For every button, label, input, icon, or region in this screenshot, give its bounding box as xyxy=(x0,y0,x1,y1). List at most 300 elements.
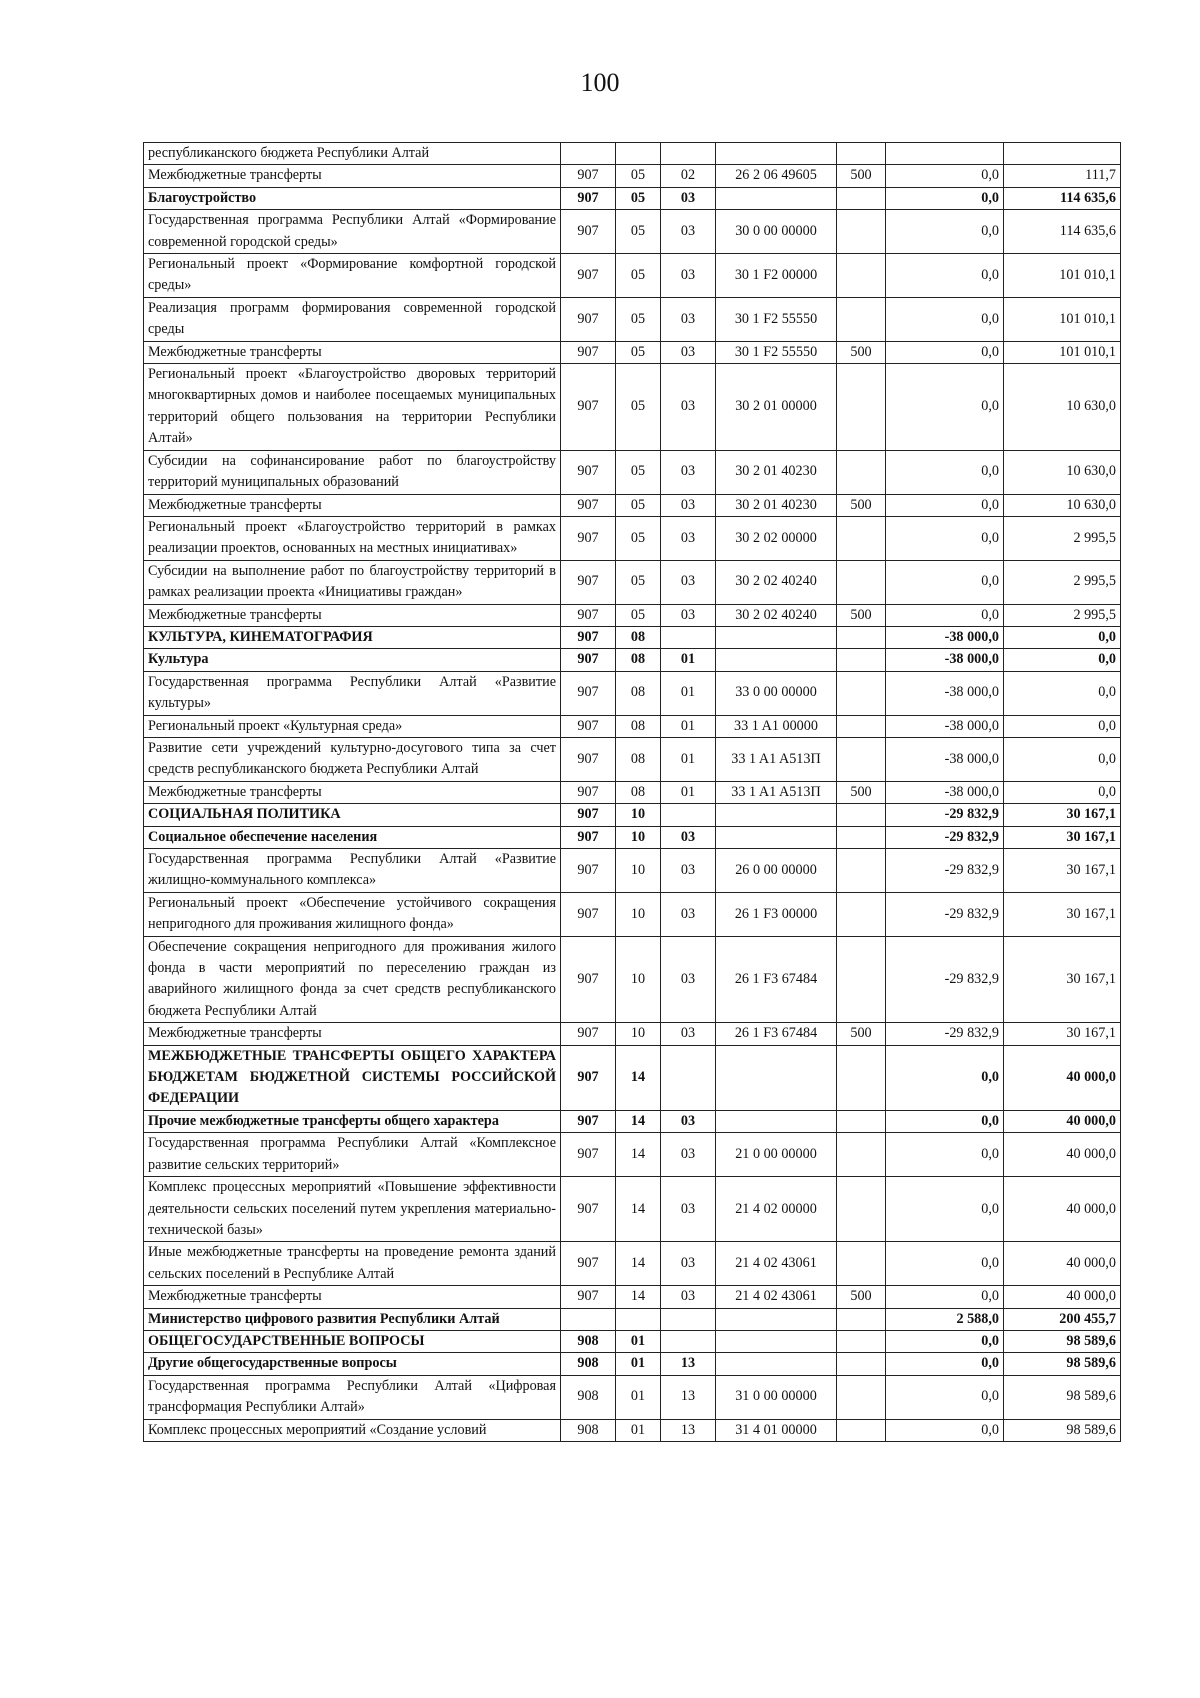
ministry-code: 907 xyxy=(561,649,616,671)
target-article xyxy=(716,1045,837,1110)
expense-type xyxy=(837,1133,886,1177)
row-name: Региональный проект «Благоустройство территорий в рамках реализации проектов, основанных на местных инициативах» xyxy=(144,516,561,560)
row-name: Субсидии на выполнение работ по благоустройству территорий в рамках реализации проекта «Инициативы граждан» xyxy=(144,560,561,604)
section-code: 14 xyxy=(616,1045,661,1110)
table-row xyxy=(144,1353,1121,1375)
target-article: 26 2 06 49605 xyxy=(716,165,837,187)
row-name: Культура xyxy=(144,649,561,671)
row-name: Региональный проект «Культурная среда» xyxy=(144,715,561,737)
table-row xyxy=(144,892,1121,936)
section-code: 14 xyxy=(616,1242,661,1286)
subsection-code: 03 xyxy=(661,1177,716,1242)
total-amount: 98 589,6 xyxy=(1004,1419,1121,1441)
total-amount: 40 000,0 xyxy=(1004,1045,1121,1110)
change-amount: -29 832,9 xyxy=(886,849,1004,893)
section-code xyxy=(616,143,661,165)
target-article: 26 1 F3 00000 xyxy=(716,892,837,936)
page-number: 100 xyxy=(580,68,620,97)
change-amount: 0,0 xyxy=(886,1419,1004,1441)
section-code: 05 xyxy=(616,450,661,494)
ministry-code: 907 xyxy=(561,1023,616,1045)
total-amount: 101 010,1 xyxy=(1004,297,1121,341)
row-name: Государственная программа Республики Алтай «Развитие жилищно-коммунального комплекса» xyxy=(144,849,561,893)
row-name: Социальное обеспечение населения xyxy=(144,826,561,848)
subsection-code xyxy=(661,804,716,826)
change-amount: 0,0 xyxy=(886,604,1004,626)
ministry-code: 908 xyxy=(561,1353,616,1375)
row-name: Государственная программа Республики Алтай «Цифровая трансформация Республики Алтай» xyxy=(144,1375,561,1419)
subsection-code: 03 xyxy=(661,516,716,560)
ministry-code xyxy=(561,143,616,165)
expense-type xyxy=(837,297,886,341)
section-code: 05 xyxy=(616,254,661,298)
target-article: 26 1 F3 67484 xyxy=(716,1023,837,1045)
total-amount: 10 630,0 xyxy=(1004,494,1121,516)
subsection-code: 03 xyxy=(661,210,716,254)
table-row xyxy=(144,165,1121,187)
subsection-code xyxy=(661,1330,716,1352)
expense-type: 500 xyxy=(837,1286,886,1308)
subsection-code: 03 xyxy=(661,1110,716,1132)
total-amount: 200 455,7 xyxy=(1004,1308,1121,1330)
target-article xyxy=(716,1330,837,1352)
ministry-code: 907 xyxy=(561,1286,616,1308)
expense-type xyxy=(837,210,886,254)
subsection-code: 02 xyxy=(661,165,716,187)
expense-type xyxy=(837,649,886,671)
section-code: 10 xyxy=(616,1023,661,1045)
total-amount: 0,0 xyxy=(1004,737,1121,781)
change-amount: 0,0 xyxy=(886,1353,1004,1375)
total-amount: 114 635,6 xyxy=(1004,210,1121,254)
target-article xyxy=(716,1110,837,1132)
target-article: 30 2 02 40240 xyxy=(716,560,837,604)
total-amount: 111,7 xyxy=(1004,165,1121,187)
subsection-code: 03 xyxy=(661,494,716,516)
row-name: республиканского бюджета Республики Алтай xyxy=(144,143,561,165)
table-row xyxy=(144,649,1121,671)
section-code: 10 xyxy=(616,936,661,1023)
table-row xyxy=(144,1110,1121,1132)
table-row xyxy=(144,826,1121,848)
change-amount: -38 000,0 xyxy=(886,649,1004,671)
subsection-code: 13 xyxy=(661,1353,716,1375)
ministry-code xyxy=(561,1308,616,1330)
change-amount: 0,0 xyxy=(886,1133,1004,1177)
target-article: 21 4 02 43061 xyxy=(716,1242,837,1286)
ministry-code: 908 xyxy=(561,1330,616,1352)
change-amount: -29 832,9 xyxy=(886,1023,1004,1045)
section-code: 10 xyxy=(616,849,661,893)
expense-type: 500 xyxy=(837,341,886,363)
row-name: Комплекс процессных мероприятий «Создание условий xyxy=(144,1419,561,1441)
table-row xyxy=(144,849,1121,893)
row-name: Межбюджетные трансферты xyxy=(144,341,561,363)
target-article: 31 0 00 00000 xyxy=(716,1375,837,1419)
table-row xyxy=(144,210,1121,254)
section-code xyxy=(616,1308,661,1330)
row-name: Межбюджетные трансферты xyxy=(144,781,561,803)
target-article xyxy=(716,1308,837,1330)
section-code: 08 xyxy=(616,781,661,803)
ministry-code: 907 xyxy=(561,516,616,560)
table-row xyxy=(144,936,1121,1023)
expense-type xyxy=(837,849,886,893)
target-article: 33 1 A1 A513П xyxy=(716,737,837,781)
total-amount: 2 995,5 xyxy=(1004,516,1121,560)
expense-type xyxy=(837,671,886,715)
target-article: 21 4 02 00000 xyxy=(716,1177,837,1242)
expense-type xyxy=(837,826,886,848)
row-name: КУЛЬТУРА, КИНЕМАТОГРАФИЯ xyxy=(144,626,561,648)
expense-type xyxy=(837,1353,886,1375)
ministry-code: 907 xyxy=(561,849,616,893)
row-name: Региональный проект «Благоустройство дворовых территорий многоквартирных домов и наиболее посещаемых муниципальных территорий общего пользования на территории Республики Алтай» xyxy=(144,364,561,451)
change-amount: 0,0 xyxy=(886,1330,1004,1352)
table-row xyxy=(144,516,1121,560)
expense-type xyxy=(837,1375,886,1419)
ministry-code: 907 xyxy=(561,826,616,848)
total-amount: 40 000,0 xyxy=(1004,1286,1121,1308)
expense-type xyxy=(837,254,886,298)
expense-type xyxy=(837,450,886,494)
total-amount: 114 635,6 xyxy=(1004,187,1121,209)
row-name: МЕЖБЮДЖЕТНЫЕ ТРАНСФЕРТЫ ОБЩЕГО ХАРАКТЕРА БЮДЖЕТАМ БЮДЖЕТНОЙ СИСТЕМЫ РОССИЙСКОЙ ФЕДЕРАЦИИ xyxy=(144,1045,561,1110)
change-amount: 0,0 xyxy=(886,1177,1004,1242)
expense-type xyxy=(837,936,886,1023)
expense-type xyxy=(837,626,886,648)
subsection-code: 01 xyxy=(661,781,716,803)
row-name: Министерство цифрового развития Республики Алтай xyxy=(144,1308,561,1330)
row-name: Прочие межбюджетные трансферты общего характера xyxy=(144,1110,561,1132)
table-row xyxy=(144,804,1121,826)
change-amount: -29 832,9 xyxy=(886,826,1004,848)
target-article: 26 0 00 00000 xyxy=(716,849,837,893)
table-row xyxy=(144,715,1121,737)
ministry-code: 907 xyxy=(561,936,616,1023)
expense-type xyxy=(837,1419,886,1441)
expense-type: 500 xyxy=(837,1023,886,1045)
row-name: Благоустройство xyxy=(144,187,561,209)
target-article: 26 1 F3 67484 xyxy=(716,936,837,1023)
section-code: 05 xyxy=(616,187,661,209)
change-amount: 0,0 xyxy=(886,1375,1004,1419)
table-row xyxy=(144,781,1121,803)
expense-type xyxy=(837,187,886,209)
row-name: Межбюджетные трансферты xyxy=(144,165,561,187)
change-amount: -38 000,0 xyxy=(886,671,1004,715)
subsection-code: 03 xyxy=(661,254,716,298)
expense-type xyxy=(837,737,886,781)
target-article: 30 2 02 40240 xyxy=(716,604,837,626)
subsection-code: 03 xyxy=(661,560,716,604)
total-amount: 40 000,0 xyxy=(1004,1177,1121,1242)
change-amount: -38 000,0 xyxy=(886,626,1004,648)
change-amount: 0,0 xyxy=(886,494,1004,516)
section-code: 01 xyxy=(616,1330,661,1352)
table-row xyxy=(144,1308,1121,1330)
row-name: ОБЩЕГОСУДАРСТВЕННЫЕ ВОПРОСЫ xyxy=(144,1330,561,1352)
subsection-code: 01 xyxy=(661,671,716,715)
change-amount: 0,0 xyxy=(886,210,1004,254)
expense-type: 500 xyxy=(837,604,886,626)
target-article: 21 4 02 43061 xyxy=(716,1286,837,1308)
section-code: 05 xyxy=(616,297,661,341)
row-name: Межбюджетные трансферты xyxy=(144,604,561,626)
section-code: 05 xyxy=(616,364,661,451)
target-article: 30 1 F2 55550 xyxy=(716,341,837,363)
subsection-code xyxy=(661,1308,716,1330)
ministry-code: 908 xyxy=(561,1375,616,1419)
table-row xyxy=(144,494,1121,516)
ministry-code: 907 xyxy=(561,671,616,715)
subsection-code: 01 xyxy=(661,649,716,671)
section-code: 10 xyxy=(616,826,661,848)
total-amount: 0,0 xyxy=(1004,715,1121,737)
change-amount: 0,0 xyxy=(886,187,1004,209)
row-name: Межбюджетные трансферты xyxy=(144,1286,561,1308)
ministry-code: 907 xyxy=(561,1045,616,1110)
expense-type xyxy=(837,1110,886,1132)
total-amount: 40 000,0 xyxy=(1004,1133,1121,1177)
total-amount: 101 010,1 xyxy=(1004,341,1121,363)
subsection-code: 03 xyxy=(661,450,716,494)
expense-type xyxy=(837,1045,886,1110)
change-amount: -29 832,9 xyxy=(886,804,1004,826)
ministry-code: 907 xyxy=(561,1177,616,1242)
expense-type xyxy=(837,516,886,560)
expense-type xyxy=(837,1308,886,1330)
subsection-code: 03 xyxy=(661,826,716,848)
ministry-code: 907 xyxy=(561,494,616,516)
section-code: 14 xyxy=(616,1110,661,1132)
table-row xyxy=(144,254,1121,298)
section-code: 08 xyxy=(616,715,661,737)
subsection-code xyxy=(661,143,716,165)
subsection-code: 01 xyxy=(661,737,716,781)
target-article: 30 1 F2 55550 xyxy=(716,297,837,341)
change-amount: 0,0 xyxy=(886,341,1004,363)
target-article xyxy=(716,804,837,826)
change-amount: -29 832,9 xyxy=(886,936,1004,1023)
change-amount: 0,0 xyxy=(886,1110,1004,1132)
section-code: 05 xyxy=(616,494,661,516)
change-amount: 0,0 xyxy=(886,254,1004,298)
ministry-code: 907 xyxy=(561,892,616,936)
target-article xyxy=(716,187,837,209)
section-code: 08 xyxy=(616,671,661,715)
target-article xyxy=(716,1353,837,1375)
section-code: 05 xyxy=(616,560,661,604)
row-name: Комплекс процессных мероприятий «Повышение эффективности деятельности сельских поселений путем укрепления материально-технической базы» xyxy=(144,1177,561,1242)
expense-type xyxy=(837,804,886,826)
budget-table xyxy=(143,142,1121,1442)
table-row xyxy=(144,1023,1121,1045)
total-amount: 98 589,6 xyxy=(1004,1353,1121,1375)
subsection-code: 03 xyxy=(661,892,716,936)
total-amount: 98 589,6 xyxy=(1004,1330,1121,1352)
target-article xyxy=(716,649,837,671)
total-amount: 10 630,0 xyxy=(1004,364,1121,451)
total-amount: 0,0 xyxy=(1004,781,1121,803)
table-row xyxy=(144,1330,1121,1352)
total-amount: 30 167,1 xyxy=(1004,892,1121,936)
total-amount: 0,0 xyxy=(1004,671,1121,715)
row-name: Субсидии на софинансирование работ по благоустройству территорий муниципальных образований xyxy=(144,450,561,494)
section-code: 14 xyxy=(616,1286,661,1308)
subsection-code: 03 xyxy=(661,1286,716,1308)
ministry-code: 908 xyxy=(561,1419,616,1441)
table-row xyxy=(144,1177,1121,1242)
table-row xyxy=(144,604,1121,626)
table-row xyxy=(144,1286,1121,1308)
expense-type xyxy=(837,715,886,737)
change-amount: 2 588,0 xyxy=(886,1308,1004,1330)
target-article: 30 2 02 00000 xyxy=(716,516,837,560)
table-row xyxy=(144,364,1121,451)
subsection-code: 03 xyxy=(661,341,716,363)
section-code: 05 xyxy=(616,604,661,626)
ministry-code: 907 xyxy=(561,1110,616,1132)
total-amount: 10 630,0 xyxy=(1004,450,1121,494)
subsection-code: 03 xyxy=(661,187,716,209)
expense-type xyxy=(837,364,886,451)
subsection-code: 03 xyxy=(661,297,716,341)
expense-type xyxy=(837,143,886,165)
target-article xyxy=(716,143,837,165)
target-article: 33 0 00 00000 xyxy=(716,671,837,715)
ministry-code: 907 xyxy=(561,254,616,298)
expense-type xyxy=(837,1242,886,1286)
ministry-code: 907 xyxy=(561,737,616,781)
row-name: Межбюджетные трансферты xyxy=(144,1023,561,1045)
section-code: 05 xyxy=(616,516,661,560)
row-name: Государственная программа Республики Алтай «Развитие культуры» xyxy=(144,671,561,715)
change-amount: 0,0 xyxy=(886,1242,1004,1286)
subsection-code: 03 xyxy=(661,849,716,893)
section-code: 01 xyxy=(616,1353,661,1375)
table-row xyxy=(144,1375,1121,1419)
ministry-code: 907 xyxy=(561,341,616,363)
total-amount: 30 167,1 xyxy=(1004,849,1121,893)
target-article: 31 4 01 00000 xyxy=(716,1419,837,1441)
change-amount: -38 000,0 xyxy=(886,715,1004,737)
section-code: 08 xyxy=(616,649,661,671)
expense-type xyxy=(837,1177,886,1242)
subsection-code: 03 xyxy=(661,364,716,451)
row-name: Другие общегосударственные вопросы xyxy=(144,1353,561,1375)
table-row xyxy=(144,1045,1121,1110)
subsection-code: 03 xyxy=(661,1242,716,1286)
row-name: Обеспечение сокращения непригодного для проживания жилого фонда в части мероприятий по переселению граждан из аварийного жилищного фонда за счет средств республиканского бюджета Республики Алтай xyxy=(144,936,561,1023)
section-code: 05 xyxy=(616,341,661,363)
total-amount: 40 000,0 xyxy=(1004,1242,1121,1286)
ministry-code: 907 xyxy=(561,297,616,341)
table-row xyxy=(144,341,1121,363)
ministry-code: 907 xyxy=(561,450,616,494)
subsection-code: 01 xyxy=(661,715,716,737)
subsection-code: 13 xyxy=(661,1375,716,1419)
subsection-code: 03 xyxy=(661,1023,716,1045)
section-code: 10 xyxy=(616,892,661,936)
row-name: СОЦИАЛЬНАЯ ПОЛИТИКА xyxy=(144,804,561,826)
ministry-code: 907 xyxy=(561,165,616,187)
ministry-code: 907 xyxy=(561,604,616,626)
row-name: Развитие сети учреждений культурно-досугового типа за счет средств республиканского бюджета Республики Алтай xyxy=(144,737,561,781)
total-amount: 0,0 xyxy=(1004,626,1121,648)
change-amount: -38 000,0 xyxy=(886,737,1004,781)
ministry-code: 907 xyxy=(561,781,616,803)
ministry-code: 907 xyxy=(561,804,616,826)
change-amount: 0,0 xyxy=(886,560,1004,604)
row-name: Региональный проект «Обеспечение устойчивого сокращения непригодного для проживания жилищного фонда» xyxy=(144,892,561,936)
change-amount: 0,0 xyxy=(886,165,1004,187)
subsection-code: 03 xyxy=(661,604,716,626)
section-code: 01 xyxy=(616,1375,661,1419)
ministry-code: 907 xyxy=(561,1242,616,1286)
change-amount: 0,0 xyxy=(886,1045,1004,1110)
target-article xyxy=(716,826,837,848)
section-code: 14 xyxy=(616,1177,661,1242)
subsection-code xyxy=(661,626,716,648)
table-row xyxy=(144,671,1121,715)
total-amount: 2 995,5 xyxy=(1004,604,1121,626)
total-amount: 0,0 xyxy=(1004,649,1121,671)
table-row xyxy=(144,187,1121,209)
row-name: Реализация программ формирования современной городской среды xyxy=(144,297,561,341)
section-code: 08 xyxy=(616,626,661,648)
section-code: 14 xyxy=(616,1133,661,1177)
total-amount: 40 000,0 xyxy=(1004,1110,1121,1132)
expense-type: 500 xyxy=(837,781,886,803)
row-name: Государственная программа Республики Алтай «Формирование современной городской среды» xyxy=(144,210,561,254)
ministry-code: 907 xyxy=(561,715,616,737)
table-row xyxy=(144,143,1121,165)
subsection-code: 03 xyxy=(661,1133,716,1177)
total-amount: 30 167,1 xyxy=(1004,804,1121,826)
target-article: 33 1 A1 A513П xyxy=(716,781,837,803)
expense-type: 500 xyxy=(837,494,886,516)
total-amount: 30 167,1 xyxy=(1004,826,1121,848)
expense-type: 500 xyxy=(837,165,886,187)
table-row xyxy=(144,1242,1121,1286)
expense-type xyxy=(837,892,886,936)
change-amount: 0,0 xyxy=(886,516,1004,560)
total-amount: 30 167,1 xyxy=(1004,936,1121,1023)
subsection-code: 03 xyxy=(661,936,716,1023)
total-amount: 30 167,1 xyxy=(1004,1023,1121,1045)
table-row xyxy=(144,1133,1121,1177)
table-row xyxy=(144,626,1121,648)
change-amount: -38 000,0 xyxy=(886,781,1004,803)
total-amount: 2 995,5 xyxy=(1004,560,1121,604)
target-article: 30 2 01 40230 xyxy=(716,450,837,494)
total-amount: 101 010,1 xyxy=(1004,254,1121,298)
table-row xyxy=(144,450,1121,494)
section-code: 10 xyxy=(616,804,661,826)
change-amount: -29 832,9 xyxy=(886,892,1004,936)
change-amount: 0,0 xyxy=(886,364,1004,451)
subsection-code xyxy=(661,1045,716,1110)
row-name: Государственная программа Республики Алтай «Комплексное развитие сельских территорий» xyxy=(144,1133,561,1177)
subsection-code: 13 xyxy=(661,1419,716,1441)
expense-type xyxy=(837,1330,886,1352)
total-amount xyxy=(1004,143,1121,165)
target-article: 30 1 F2 00000 xyxy=(716,254,837,298)
row-name: Иные межбюджетные трансферты на проведение ремонта зданий сельских поселений в Республике Алтай xyxy=(144,1242,561,1286)
table-row xyxy=(144,297,1121,341)
target-article: 30 0 00 00000 xyxy=(716,210,837,254)
